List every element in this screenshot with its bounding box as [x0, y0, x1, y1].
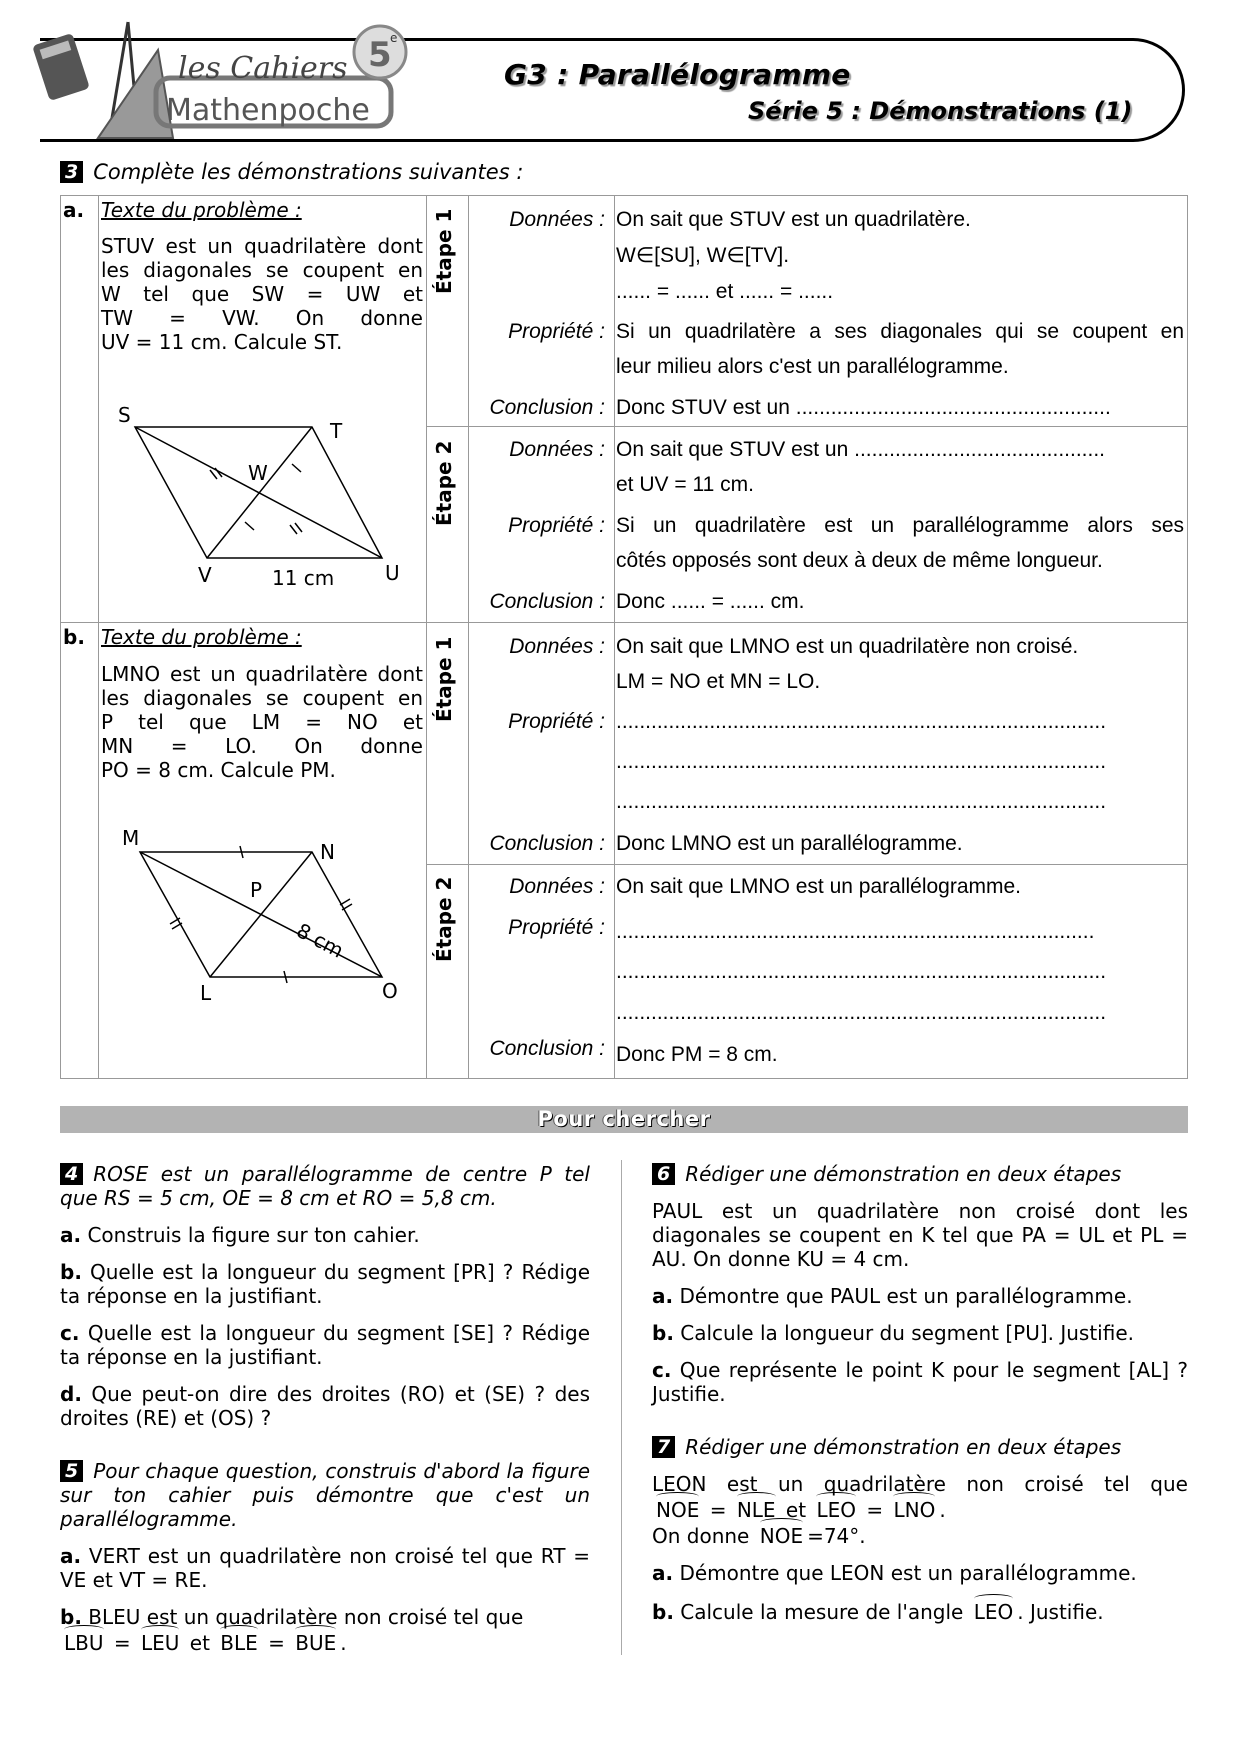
fill-in-blank[interactable]: .................................................................................... [616, 960, 1107, 983]
svg-text:L: L [200, 981, 212, 1005]
fill-in-blank[interactable]: .................................................................................. [616, 920, 1095, 943]
fill-in-blank[interactable]: .................................................................................... [616, 710, 1107, 733]
fill-in-blank[interactable]: Donc ...... = ...... cm. [616, 590, 805, 613]
exercise-6-item: b. Calcule la longueur du segment [PU]. Justifie. [652, 1321, 1135, 1345]
svg-text:8 cm: 8 cm [292, 918, 348, 963]
exercise-4-item: d. Que peut-on dire des droites (RO) et (SE) ? des droites (RE) et (OS) ? [60, 1382, 590, 1430]
fill-in-blank[interactable]: ...... = ...... et ...... = ...... [616, 280, 834, 303]
exercise-5-item: a. VERT est un quadrilatère non croisé tel que RT = VE et VT = RE. [60, 1544, 590, 1592]
svg-text:11 cm: 11 cm [272, 566, 335, 590]
svg-text:M: M [122, 826, 140, 850]
svg-text:V: V [198, 563, 212, 587]
exercise-7-intro: 7 Rédiger une démonstration en deux étapes [652, 1435, 1188, 1459]
svg-text:S: S [118, 403, 131, 427]
page-subtitle: Série 5 : Démonstrations (1) [748, 97, 1133, 125]
parallelogram-figure-lmno [100, 825, 420, 1010]
exercise-6-statement: PAUL est un quadrilatère non croisé dont les diagonales se coupent en K tel que PA = UL et PL = AU. On donne KU = 4 cm. [652, 1199, 1188, 1271]
problem-heading: Texte du problème : [101, 198, 302, 222]
exercise-4-intro: 4 ROSE est un parallélogramme de centre P tel que RS = 5 cm, OE = 8 cm et RO = 5,8 cm. [60, 1162, 590, 1210]
svg-text:O: O [382, 979, 398, 1003]
part-b-label: b. [63, 625, 85, 649]
svg-text:5: 5 [368, 35, 392, 75]
step-label: Étape 1 [432, 208, 456, 294]
exercise-7-item: a. Démontre que LEON est un parallélogramme. [652, 1561, 1137, 1585]
column-divider [621, 1160, 622, 1655]
exercise-7-item: b. Calcule la mesure de l'angle LEO . Justifie. [652, 1600, 1104, 1624]
exercise-6-item: a. Démontre que PAUL est un parallélogramme. [652, 1284, 1133, 1308]
svg-text:Mathenpoche: Mathenpoche [166, 93, 370, 128]
exercise-4-item: c. Quelle est la longueur du segment [SE] ? Rédige ta réponse en la justifiant. [60, 1321, 590, 1369]
svg-text:N: N [320, 840, 335, 864]
fill-in-blank[interactable]: .................................................................................... [616, 1001, 1107, 1024]
svg-text:W: W [248, 461, 268, 485]
page-title: G3 : Parallélogramme [504, 58, 851, 91]
svg-text:U: U [385, 561, 400, 585]
fill-in-blank[interactable]: .................................................................................... [616, 750, 1107, 773]
exercise-4-item: b. Quelle est la longueur du segment [PR] ? Rédige ta réponse en la justifiant. [60, 1260, 590, 1308]
exercise-5-item: b. BLEU est un quadrilatère non croisé tel que LBU = LEU et BLE = BUE . [60, 1605, 524, 1655]
exercise-3-instruction: 3 Complète les démonstrations suivantes : [60, 160, 523, 184]
exercise-6-intro: 6 Rédiger une démonstration en deux étapes [652, 1162, 1188, 1186]
svg-text:e: e [390, 31, 398, 45]
parallelogram-figure-stuv [100, 400, 420, 590]
exercise-4-item: a. Construis la figure sur ton cahier. [60, 1223, 420, 1247]
problem-statement-a: STUV est un quadrilatère dont les diagonales se coupent en W tel que SW = UW et TW = VW. On donne UV = 11 cm. Calcule ST. [101, 234, 423, 354]
section-bar-pour-chercher: Pour chercher [60, 1106, 1188, 1133]
exercise-number-badge: 3 [60, 161, 83, 183]
step-label: Étape 2 [432, 440, 456, 526]
fill-in-blank[interactable]: Donc STUV est un ...................................................... [616, 396, 1111, 419]
fill-in-blank[interactable]: .................................................................................... [616, 790, 1107, 813]
mathenpoche-logo [28, 20, 438, 145]
exercise-7-statement: LEON est un quadrilatère non croisé tel que NOE = NLE et LEO = LNO . On donne NOE =74°. [652, 1472, 1188, 1548]
exercise-6-item: c. Que représente le point K pour le segment [AL] ? Justifie. [652, 1358, 1188, 1406]
svg-text:les Cahiers: les Cahiers [178, 51, 348, 86]
svg-text:P: P [250, 878, 263, 902]
fill-in-blank[interactable]: On sait que STUV est un ........................................... [616, 438, 1105, 461]
step-label: Étape 1 [432, 636, 456, 722]
left-column [60, 1162, 590, 1668]
svg-text:T: T [330, 419, 343, 443]
right-column [652, 1162, 1188, 1637]
problem-statement-b: LMNO est un quadrilatère dont les diagonales se coupent en P tel que LM = NO et MN = LO. On donne PO = 8 cm. Calcule PM. [101, 662, 423, 782]
calculator-icon [32, 33, 90, 101]
part-a-label: a. [63, 198, 85, 222]
exercise-5-intro: 5 Pour chaque question, construis d'abord la figure sur ton cahier puis démontre que c'est un parallélogramme. [60, 1459, 590, 1531]
step-label: Étape 2 [432, 876, 456, 962]
problem-heading: Texte du problème : [101, 625, 302, 649]
